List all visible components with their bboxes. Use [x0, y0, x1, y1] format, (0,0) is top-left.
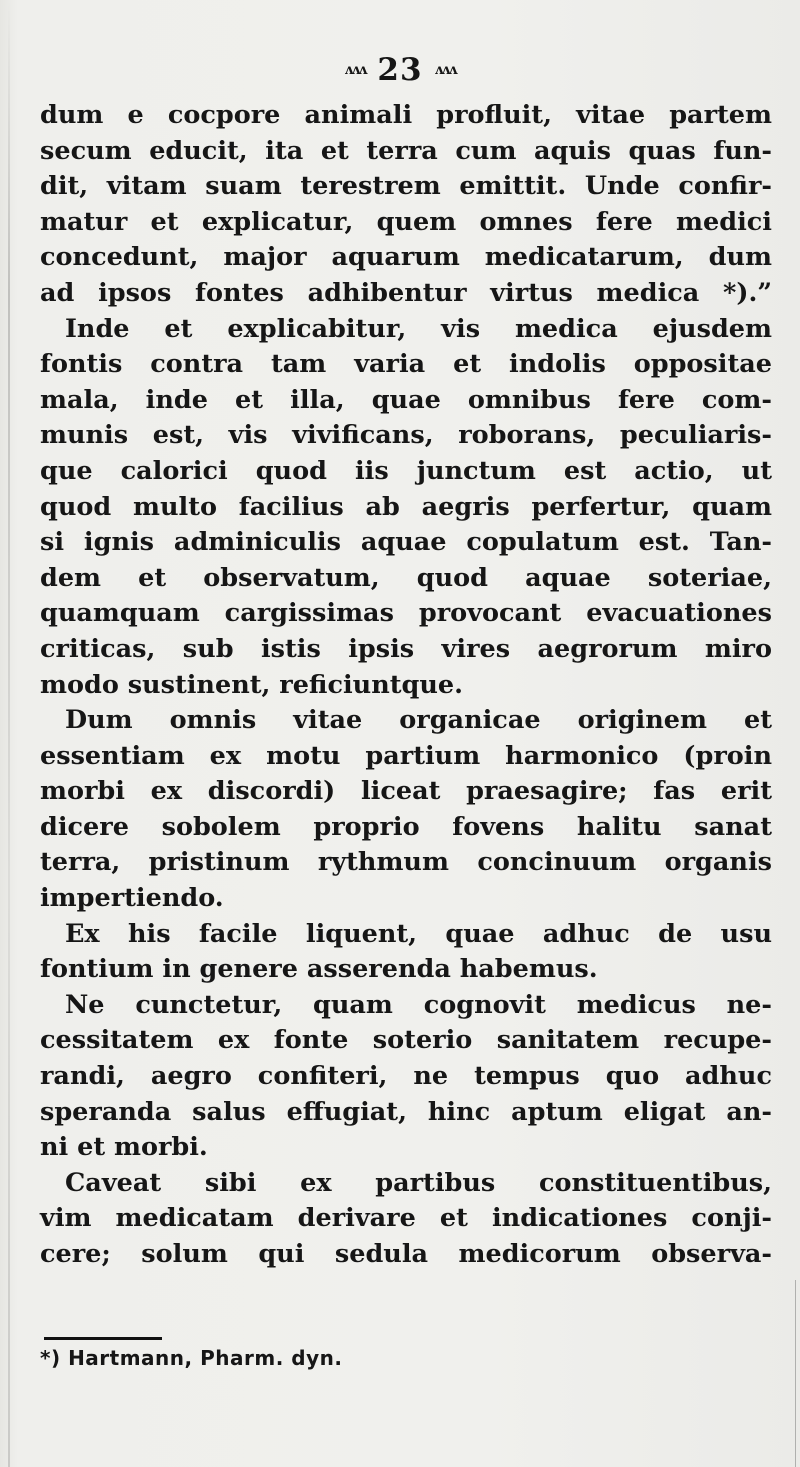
- text-line: fontium in genere asserenda habemus.: [40, 954, 598, 985]
- text-line: quod multo facilius ab aegris perfertur, quam: [40, 491, 772, 522]
- text-line: dicere sobolem proprio fovens halitu sanat: [40, 811, 772, 842]
- text-line: matur et explicatur, quem omnes fere medici: [40, 206, 772, 237]
- page-number: 23: [377, 52, 423, 88]
- text-line: fontis contra tam varia et indolis oppositae: [40, 349, 772, 380]
- body-text: [40, 98, 772, 1273]
- text-line: mala, inde et illa, quae omnibus fere com-: [40, 384, 772, 415]
- text-line: morbi ex discordi) liceat praesagire; fas erit: [40, 776, 772, 807]
- text-line: essentiam ex motu partium harmonico (proin: [40, 740, 772, 771]
- ornament-left-icon: ʌʌʌ: [344, 61, 366, 78]
- text-line: Ex his facile liquent, quae adhuc de usu: [65, 918, 772, 949]
- text-line: Dum omnis vitae organicae originem et: [65, 705, 772, 736]
- text-line: dit, vitam suam terestrem emittit. Unde confir-: [40, 171, 772, 202]
- text-line: que calorici quod iis junctum est actio, ut: [40, 455, 772, 486]
- running-head: [0, 52, 800, 88]
- text-line: cere; solum qui sedula medicorum observa-: [40, 1239, 772, 1269]
- ornament-right-icon: ʌʌʌ: [434, 61, 456, 78]
- text-line: quamquam cargissimas provocant evacuationes: [40, 598, 772, 629]
- page-edge-mark: [795, 1280, 796, 1467]
- text-line: vim medicatam derivare et indicationes conji-: [40, 1203, 772, 1234]
- text-line: cessitatem ex fonte soterio sanitatem recupe-: [40, 1025, 772, 1056]
- text-line: ad ipsos fontes adhibentur virtus medica *).”: [40, 277, 772, 308]
- page-edge-shadow: [8, 0, 10, 1467]
- text-line: si ignis adminiculis aquae copulatum est. Tan-: [40, 527, 772, 558]
- footnote-rule: [44, 1337, 162, 1340]
- text-line: terra, pristinum rythmum concinuum organis: [40, 847, 772, 878]
- text-line: randi, aegro confiteri, ne tempus quo adhuc: [40, 1061, 772, 1092]
- text-line: Ne cunctetur, quam cognovit medicus ne-: [65, 989, 772, 1020]
- text-line: impertiendo.: [40, 883, 224, 914]
- text-line: munis est, vis vivificans, roborans, peculiaris-: [40, 420, 772, 451]
- text-line: speranda salus effugiat, hinc aptum eligat an-: [40, 1096, 772, 1127]
- footnote: *) Hartmann, Pharm. dyn.: [40, 1346, 343, 1370]
- text-line: concedunt, major aquarum medicatarum, dum: [40, 242, 772, 273]
- text-line: Caveat sibi ex partibus constituentibus,: [65, 1167, 772, 1198]
- text-line: dem et observatum, quod aquae soteriae,: [40, 562, 772, 593]
- text-line: ni et morbi.: [40, 1132, 208, 1163]
- text-line: dum e cocpore animali profluit, vitae partem: [40, 100, 772, 130]
- text-line: modo sustinent, reficiuntque.: [40, 669, 464, 700]
- text-line: Inde et explicabitur, vis medica ejusdem: [65, 313, 772, 344]
- text-line: secum educit, ita et terra cum aquis quas fun-: [40, 135, 772, 166]
- text-line: criticas, sub istis ipsis vires aegrorum miro: [40, 633, 772, 664]
